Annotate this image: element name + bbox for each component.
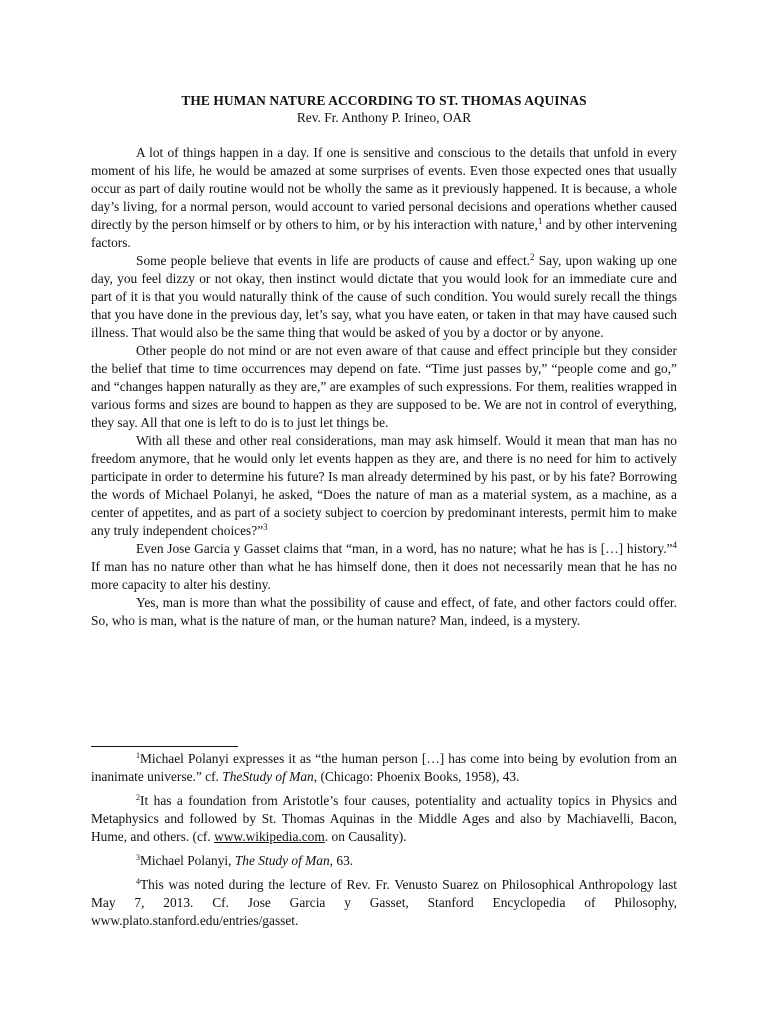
- paragraph-1-text: A lot of things happen in a day. If one is sensitive and conscious to the details that unfold in every moment of his life, he would be amazed at some surprises of events. Even those expected ones that usually occur as part of daily routine would not be wholly the same as it previously happened. It is because, a whole day’s living, for a normal person, would account to varied personal decisions and operations whether caused directly by the person himself or by others to him, or by his interaction with nature,: [91, 145, 677, 232]
- paragraph-6: Yes, man is more than what the possibility of cause and effect, of fate, and other factors could offer. So, who is man, what is the nature of man, or the human nature? Man, indeed, is a mystery.: [91, 595, 677, 628]
- paragraph-2-text-end: Say, upon waking up one day, you feel dizzy or not okay, then instinct would dictate that you would look for an immediate cure and part of it is that you would naturally think of the cause of such condition. You would surely recall the things that you have done in the previous day, let’s say, what you have eaten, or taken in that may have caused such illness. That would also be the same thing that would be asked of you by a doctor or by anyone.: [91, 253, 678, 340]
- footnote-3-book-title: The Study of Man,: [234, 853, 334, 868]
- paragraph-2: [91, 252, 677, 342]
- footnote-3: [91, 852, 677, 870]
- footnote-1-number: 1: [136, 751, 140, 760]
- paragraph-2-text: Some people believe that events in life are products of cause and effect.: [136, 253, 531, 268]
- footnote-ref-1: 1: [537, 216, 543, 226]
- paragraph-1-text-end: and by other intervening factors.: [91, 217, 677, 250]
- paragraph-5-text-end: If man has no nature other than what he has himself done, then it does not necessarily mean that he has no more capacity to alter his destiny.: [91, 559, 677, 592]
- footnote-1-book-title: TheStudy of Man,: [222, 769, 321, 784]
- document-title: THE HUMAN NATURE ACCORDING TO ST. THOMAS AQUINAS: [181, 93, 587, 108]
- footnote-ref-2: 2: [530, 252, 535, 262]
- paragraph-4-text: With all these and other real considerations, man may ask himself. Would it mean that man has no freedom anymore, that he would only let events happen as they are, and there is no need for him to actively participate in order to determine his future? Is man already determined by his past, or by his fate? Borrowing the words of Michael Polanyi, he asked, “Does the nature of man as a material system, as a machine, as a center of appetites, and as part of a society subject to coercion by predominant interests, permit him to make any truly independent choices?”: [91, 433, 677, 538]
- paragraph-4: [91, 432, 677, 540]
- footnote-3-text-end: 63.: [333, 853, 354, 868]
- footnote-1: [91, 750, 677, 786]
- document-author: Rev. Fr. Anthony P. Irineo, OAR: [296, 110, 472, 125]
- paragraph-5-text: Even Jose Garcia y Gasset claims that “man, in a word, has no nature; what he has is […] history.”: [136, 541, 673, 556]
- footnote-2-number: 2: [136, 793, 140, 802]
- footnote-divider: [91, 746, 238, 747]
- footnote-3-number: 3: [136, 853, 140, 862]
- paragraph-1: [91, 144, 677, 252]
- paragraph-3: Other people do not mind or are not even aware of that cause and effect principle but they consider the belief that time to time occurrences may depend on fate. “Time just passes by,” “people come and go,” and “changes happen naturally as they are,” are examples of such expressions. For them, realities wrapped in various forms and sizes are bound to happen as they are supposed to be. We are not in control of everything, they say. All that one is left to do is to just let things be.: [91, 343, 677, 430]
- document-body: [91, 144, 677, 630]
- footnote-4-number: 4: [136, 877, 140, 886]
- document-page: [91, 92, 677, 630]
- footnote-ref-3: 3: [263, 522, 268, 532]
- paragraph-5: [91, 540, 677, 594]
- footnote-1-text-end: (Chicago: Phoenix Books, 1958), 43.: [320, 769, 520, 784]
- footnote-3-text: Michael Polanyi,: [140, 853, 235, 868]
- footnote-2-link[interactable]: www.wikipedia.com: [214, 829, 325, 844]
- footnote-2-text-end: . on Causality).: [324, 829, 407, 844]
- footnote-4-text: This was noted during the lecture of Rev. Fr. Venusto Suarez on Philosophical Anthropology last May 7, 2013. Cf. Jose Garcia y Gasset, Stanford Encyclopedia of Philosophy, www.plato.stanford.edu/entries/gasset.: [91, 877, 677, 928]
- footnote-1-text: Michael Polanyi expresses it as “the human person […] has come into being by evolution from an inanimate universe.” cf.: [91, 751, 677, 784]
- footnote-4: [91, 876, 677, 930]
- footnote-2: [91, 792, 677, 846]
- footnote-ref-4: 4: [672, 540, 677, 550]
- footnote-2-text: It has a foundation from Aristotle’s four causes, potentiality and actuality topics in Physics and Metaphysics and followed by St. Thomas Aquinas in the Middle Ages and also by Machiavelli, Bacon, Hume, and others. (cf.: [91, 793, 677, 844]
- footnotes-section: [91, 746, 677, 936]
